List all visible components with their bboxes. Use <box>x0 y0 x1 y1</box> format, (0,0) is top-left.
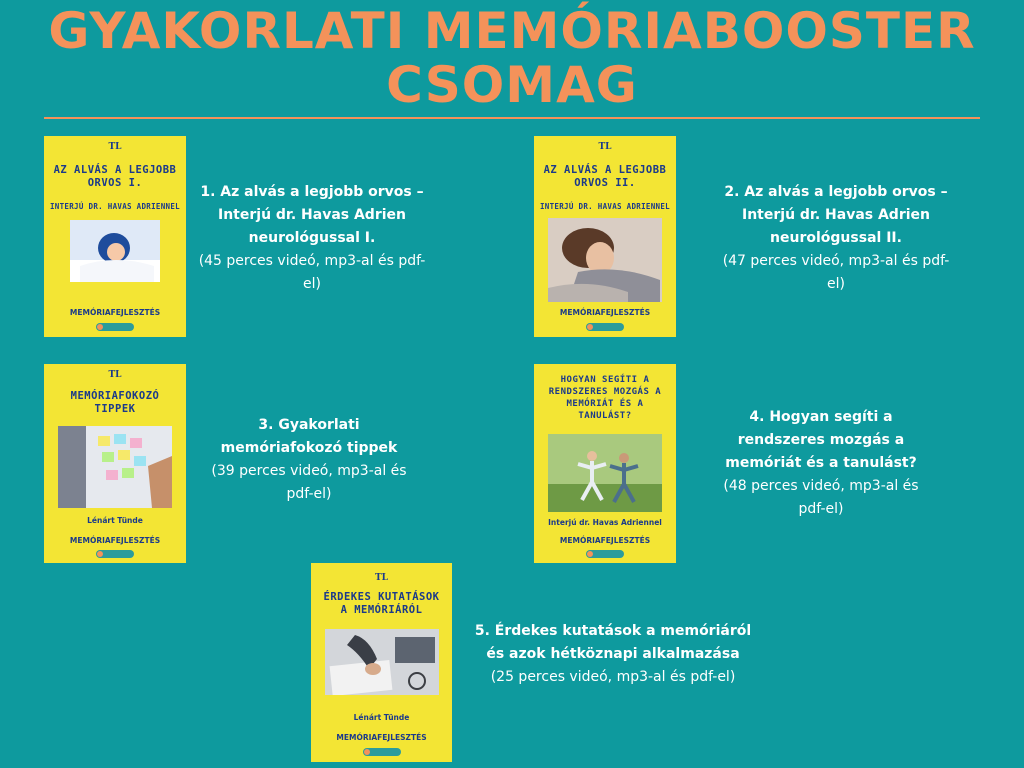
cover-author: Lénárt Tünde <box>87 516 143 525</box>
brand-badge-icon <box>96 323 134 331</box>
sleeping-woman-photo <box>548 218 662 302</box>
product-4-cover <box>534 364 676 563</box>
product-3-format: (39 perces videó, mp3-al és pdf-el) <box>211 463 407 502</box>
brand-logo-icon: TL <box>108 370 122 380</box>
brand-badge-icon <box>586 550 624 558</box>
product-5-cover <box>311 563 452 762</box>
cover-title: MEMÓRIAFOKOZÓ TIPPEK <box>70 390 160 415</box>
product-2-title: 2. Az alvás a legjobb orvos – Interjú dr. Havas Adrien neurológussal II. <box>724 184 948 246</box>
product-3-description <box>202 414 416 506</box>
product-3-cover <box>44 364 186 563</box>
product-2-cover <box>534 136 676 337</box>
product-2-format: (47 perces videó, mp3-al és pdf-el) <box>722 253 950 292</box>
product-4-title: 4. Hogyan segíti a rendszeres mozgás a memóriát és a tanulást? <box>725 409 917 471</box>
cover-author: Lénárt Tünde <box>353 713 410 722</box>
brand-logo-icon: TL <box>108 142 122 152</box>
product-5-format: (25 perces videó, mp3-al és pdf-el) <box>490 669 736 685</box>
brand-logo-icon: TL <box>598 142 612 152</box>
page-title-line-1: GYAKORLATI MEMÓRIABOOSTER <box>48 2 976 60</box>
brand-badge-icon <box>363 748 401 756</box>
product-2-description <box>716 181 956 296</box>
cover-subtitle: INTERJÚ DR. HAVAS ADRIENNEL <box>49 202 180 211</box>
brand-logo-icon: TL <box>374 573 389 583</box>
page-title-line-2: CSOMAG <box>386 56 638 114</box>
brand-badge-icon <box>96 550 134 558</box>
cover-title: AZ ALVÁS A LEGJOBB ORVOS I. <box>53 164 177 189</box>
exercising-couple-photo <box>548 434 662 512</box>
product-1-title: 1. Az alvás a legjobb orvos – Interjú dr. Havas Adrien neurológussal I. <box>200 184 424 246</box>
cover-brand: MEMÓRIAFEJLESZTÉS <box>559 308 651 317</box>
product-3-title: 3. Gyakorlati memóriafokozó tippek <box>220 417 398 456</box>
cover-subtitle: INTERJÚ DR. HAVAS ADRIENNEL <box>539 202 670 211</box>
cover-title: HOGYAN SEGÍTI A RENDSZERES MOZGÁS A MEMÓRIÁT ÉS A TANULÁST? <box>548 375 662 421</box>
product-1-cover <box>44 136 186 337</box>
cover-brand: MEMÓRIAFEJLESZTÉS <box>336 733 427 742</box>
sticky-notes-photo <box>58 426 172 508</box>
cover-author: Interjú dr. Havas Adriennel <box>548 518 662 527</box>
cover-brand: MEMÓRIAFEJLESZTÉS <box>69 308 161 317</box>
title-divider <box>44 117 980 119</box>
product-4-format: (48 perces videó, mp3-al és pdf-el) <box>723 478 919 517</box>
product-5-title: 5. Érdekes kutatások a memóriáról és azok hétköznapi alkalmazása <box>474 623 752 662</box>
product-1-description <box>196 181 428 296</box>
sleeping-child-illustration <box>70 220 160 282</box>
cover-title: AZ ALVÁS A LEGJOBB ORVOS II. <box>543 164 667 189</box>
research-desk-photo <box>325 629 439 695</box>
page-title <box>0 4 1024 112</box>
cover-title: ÉRDEKES KUTATÁSOK A MEMÓRIÁRÓL <box>323 591 440 616</box>
brand-badge-icon <box>586 323 624 331</box>
product-1-format: (45 perces videó, mp3-al és pdf-el) <box>198 253 426 292</box>
product-5-description <box>464 620 762 689</box>
product-4-description <box>716 406 926 521</box>
cover-brand: MEMÓRIAFEJLESZTÉS <box>559 536 651 545</box>
cover-brand: MEMÓRIAFEJLESZTÉS <box>69 536 161 545</box>
